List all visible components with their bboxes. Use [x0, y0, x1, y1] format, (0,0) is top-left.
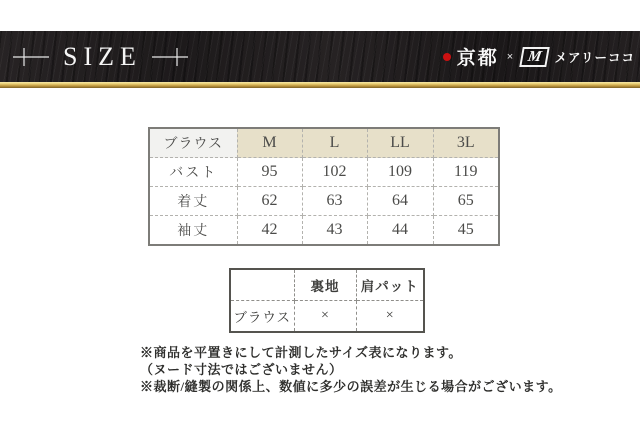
footnote-measurement: ※商品を平置きにして計測したサイズ表になります。: [140, 345, 462, 360]
brand-logo: [443, 31, 635, 82]
brand-m-logo-icon: M: [519, 47, 550, 67]
size-col-ll: LL: [367, 128, 433, 158]
row-label: バスト: [149, 158, 237, 187]
page-title: [13, 31, 188, 82]
cell-value: 43: [302, 216, 367, 246]
cell-value: 102: [302, 158, 367, 187]
row-label: ブラウス: [230, 301, 294, 333]
table-row-bust: [149, 158, 499, 187]
size-table-item-header: ブラウス: [149, 128, 237, 158]
table-row-blouse: [230, 301, 424, 333]
brand-region: 京都: [456, 48, 499, 69]
footnotes: [140, 344, 562, 395]
size-col-m: M: [237, 128, 302, 158]
title-left-cross-icon: [13, 47, 49, 67]
red-dot-icon: [443, 53, 451, 61]
footnote-tolerance: ※裁断/縫製の関係上、数値に多少の誤差が生じる場合がございます。: [140, 379, 562, 394]
gold-divider: [0, 82, 640, 88]
cell-value: 44: [367, 216, 433, 246]
spec-table: [229, 268, 425, 333]
table-row-sleeve: [149, 216, 499, 246]
footnote-nude-size: （ヌード寸法ではございません）: [140, 362, 343, 377]
table-row-length: [149, 187, 499, 216]
spec-corner-empty: [230, 269, 294, 301]
size-table: [148, 127, 500, 246]
spec-col-lining: 裏地: [294, 269, 356, 301]
spec-col-shoulder-pad: 肩パット: [356, 269, 424, 301]
cell-x-mark: ×: [294, 301, 356, 333]
cell-value: 62: [237, 187, 302, 216]
cell-value: 64: [367, 187, 433, 216]
brand-separator: ×: [506, 50, 514, 63]
size-col-3l: 3L: [433, 128, 499, 158]
brand-name: メアリーココ: [554, 50, 635, 65]
cell-value: 65: [433, 187, 499, 216]
cell-value: 95: [237, 158, 302, 187]
cell-value: 119: [433, 158, 499, 187]
spec-table-header-row: [230, 269, 424, 301]
page-title-text: SIZE: [63, 41, 142, 71]
cell-x-mark: ×: [356, 301, 424, 333]
cell-value: 63: [302, 187, 367, 216]
cell-value: 45: [433, 216, 499, 246]
size-table-header-row: [149, 128, 499, 158]
size-col-l: L: [302, 128, 367, 158]
cell-value: 109: [367, 158, 433, 187]
row-label: 袖丈: [149, 216, 237, 246]
title-right-cross-icon: [152, 47, 188, 67]
row-label: 着丈: [149, 187, 237, 216]
cell-value: 42: [237, 216, 302, 246]
